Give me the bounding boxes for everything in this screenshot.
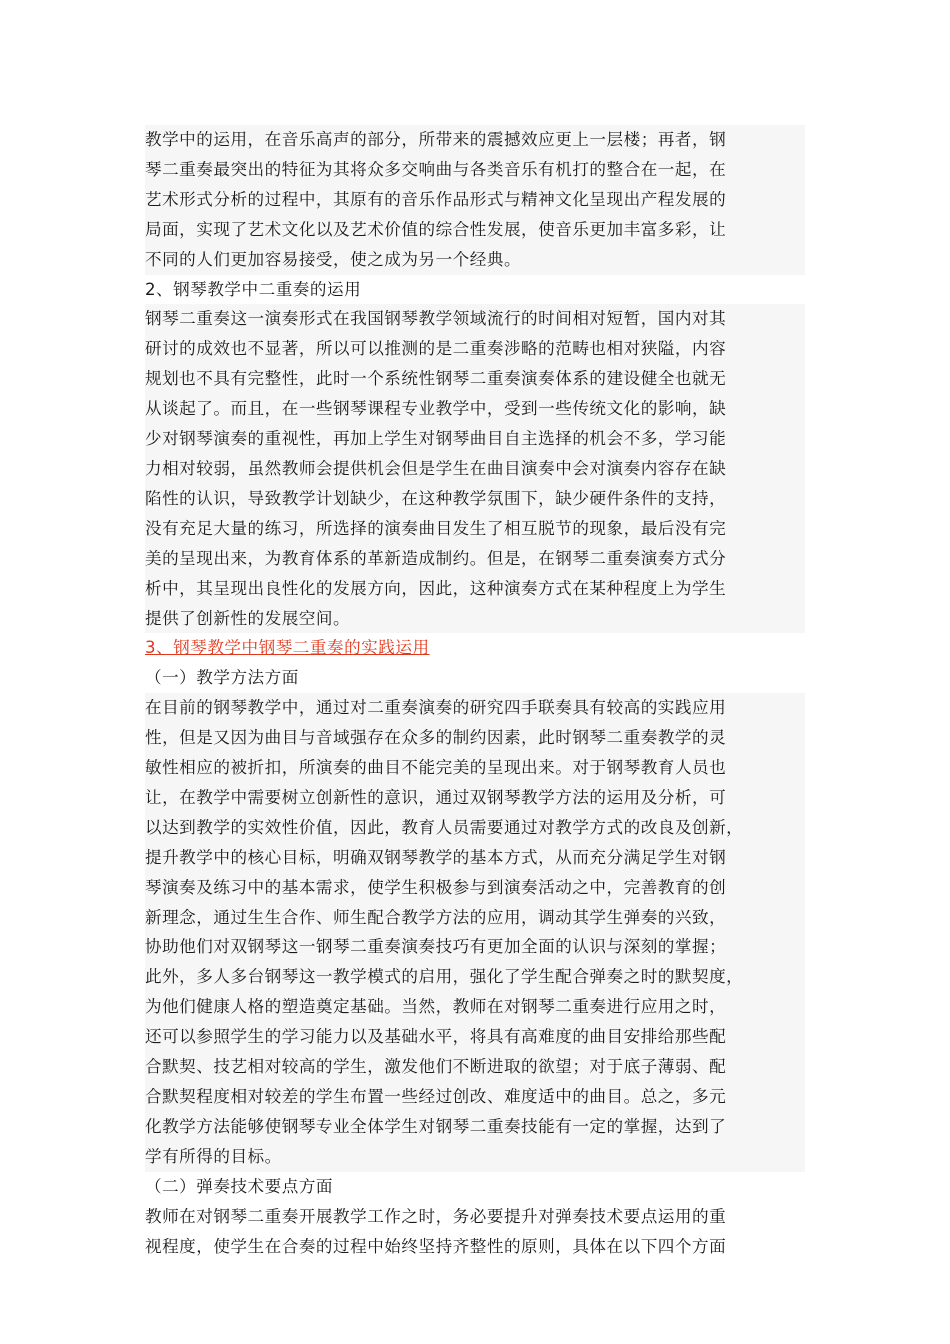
text-line: 美的呈现出来，为教育体系的革新造成制约。但是，在钢琴二重奏演奏方式分 (145, 544, 805, 574)
text-line: 琴二重奏最突出的特征为其将众多交响曲与各类音乐有机打的整合在一起，在 (145, 155, 805, 185)
text-line: 艺术形式分析的过程中，其原有的音乐作品形式与精神文化呈现出产程发展的 (145, 185, 805, 215)
text-line: 不同的人们更加容易接受，使之成为另一个经典。 (145, 245, 805, 275)
paragraph-2 (145, 304, 805, 633)
text-line: 在目前的钢琴教学中，通过对二重奏演奏的研究四手联奏具有较高的实践应用 (145, 693, 805, 723)
text-line: 以达到教学的实效性价值，因此，教育人员需要通过对教学方式的改良及创新， (145, 813, 805, 843)
paragraph-4 (145, 1202, 805, 1262)
paragraph-1 (145, 125, 805, 275)
text-line: 没有充足大量的练习，所选择的演奏曲目发生了相互脱节的现象，最后没有完 (145, 514, 805, 544)
text-line: 性，但是又因为曲目与音域强存在众多的制约因素，此时钢琴二重奏教学的灵 (145, 723, 805, 753)
text-line: 协助他们对双钢琴这一钢琴二重奏演奏技巧有更加全面的认识与深刻的掌握； (145, 932, 805, 962)
subsection-heading-1: （一）教学方法方面 (145, 668, 299, 688)
text-line: 琴演奏及练习中的基本需求，使学生积极参与到演奏活动之中，完善教育的创 (145, 873, 805, 903)
text-line: 视程度，使学生在合奏的过程中始终坚持齐整性的原则，具体在以下四个方面 (145, 1236, 727, 1256)
text-line: 为他们健康人格的塑造奠定基础。当然，教师在对钢琴二重奏进行应用之时， (145, 992, 805, 1022)
text-line: 还可以参照学生的学习能力以及基础水平，将具有高难度的曲目安排给那些配 (145, 1022, 805, 1052)
document-page (145, 125, 805, 1261)
text-line: 教学中的运用，在音乐高声的部分，所带来的震撼效应更上一层楼；再者，钢 (145, 125, 805, 155)
text-line: 此外，多人多台钢琴这一教学模式的启用，强化了学生配合弹奏之时的默契度， (145, 962, 805, 992)
text-line: 学有所得的目标。 (145, 1142, 805, 1172)
subsection-heading-2: （二）弹奏技术要点方面 (145, 1176, 334, 1196)
text-line: 从谈起了。而且，在一些钢琴课程专业教学中，受到一些传统文化的影响，缺 (145, 394, 805, 424)
text-line: 合默契、技艺相对较高的学生，激发他们不断进取的欲望；对于底子薄弱、配 (145, 1052, 805, 1082)
text-line: 敏性相应的被折扣，所演奏的曲目不能完美的呈现出来。对于钢琴教育人员也 (145, 753, 805, 783)
text-line: 化教学方法能够使钢琴专业全体学生对钢琴二重奏技能有一定的掌握，达到了 (145, 1112, 805, 1142)
text-line: 局面，实现了艺术文化以及艺术价值的综合性发展，使音乐更加丰富多彩，让 (145, 215, 805, 245)
text-line: 合默契程度相对较差的学生布置一些经过创改、难度适中的曲目。总之，多元 (145, 1082, 805, 1112)
text-line: 陷性的认识，导致教学计划缺少，在这种教学氛围下，缺少硬件条件的支持， (145, 484, 805, 514)
text-line: 析中，其呈现出良性化的发展方向，因此，这种演奏方式在某种程度上为学生 (145, 574, 805, 604)
text-line: 提供了创新性的发展空间。 (145, 604, 805, 634)
text-line: 研讨的成效也不显著，所以可以推测的是二重奏涉略的范畴也相对狭隘，内容 (145, 334, 805, 364)
section-heading-2: 2、钢琴教学中二重奏的运用 (145, 279, 362, 299)
text-line: 提升教学中的核心目标，明确双钢琴教学的基本方式，从而充分满足学生对钢 (145, 843, 805, 873)
section-heading-3-link[interactable]: 3、钢琴教学中钢琴二重奏的实践运用 (145, 638, 430, 658)
paragraph-3 (145, 693, 805, 1172)
text-line: 规划也不具有完整性，此时一个系统性钢琴二重奏演奏体系的建设健全也就无 (145, 364, 805, 394)
text-line: 钢琴二重奏这一演奏形式在我国钢琴教学领域流行的时间相对短暂，国内对其 (145, 304, 805, 334)
text-line: 新理念，通过生生合作、师生配合教学方法的应用，调动其学生弹奏的兴致， (145, 903, 805, 933)
text-line: 力相对较弱，虽然教师会提供机会但是学生在曲目演奏中会对演奏内容存在缺 (145, 454, 805, 484)
text-line: 让，在教学中需要树立创新性的意识，通过双钢琴教学方法的运用及分析，可 (145, 783, 805, 813)
text-line: 少对钢琴演奏的重视性，再加上学生对钢琴曲目自主选择的机会不多，学习能 (145, 424, 805, 454)
text-line: 教师在对钢琴二重奏开展教学工作之时，务必要提升对弹奏技术要点运用的重 (145, 1206, 727, 1226)
